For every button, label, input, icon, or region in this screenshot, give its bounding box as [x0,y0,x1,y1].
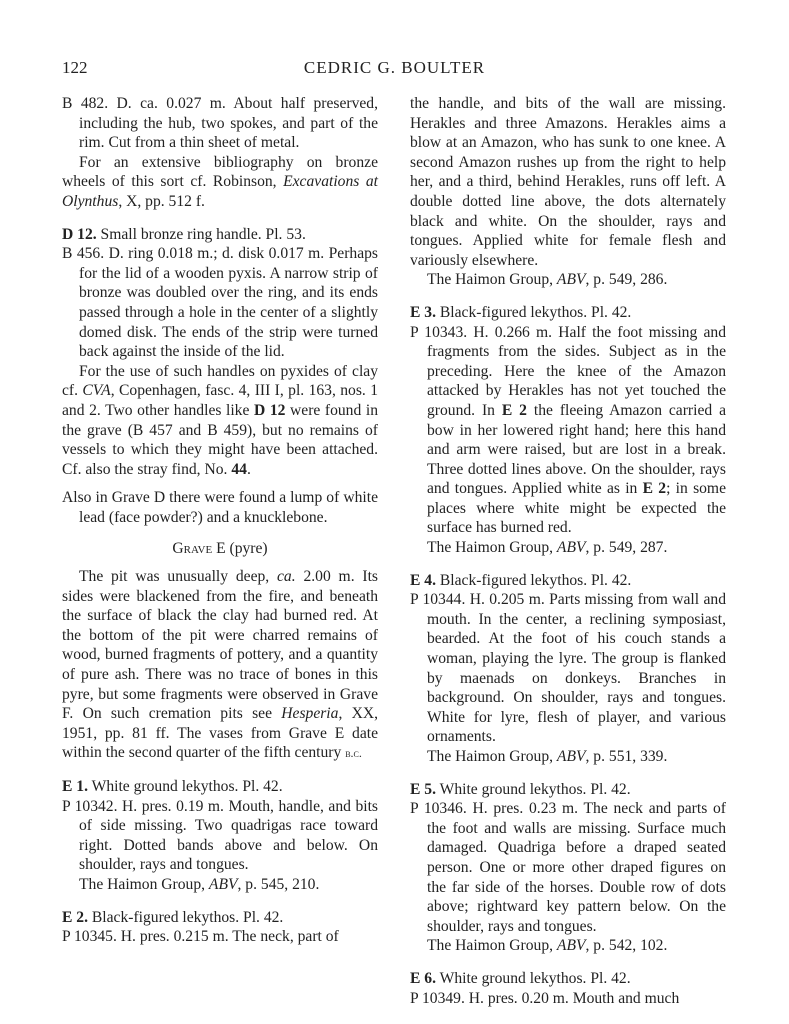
entry-id: E 6. [410,969,436,987]
right-column [410,94,726,1008]
entry-id: E 3. [410,303,436,321]
entry-id: D 12. [62,225,97,243]
entry-heading-e3: E 3. Black-figured lekythos. Pl. 42. [410,303,632,321]
grave-e-description: The pit was unusually deep, ca. 2.00 m. Its sides were blackened from the fire, and beneath the surface of black the clay had burned red. At the bottom of the pit were charred remains of wood, burned fragments of pottery, and a quantity of pure ash. There was no trace of bones in this pyre, but some fragments were observed in Grave F. On such cremation pits see Hesperia, XX, 1951, pp. 81 ff. The vases from Grave E date within the second quarter of the fifth century b.c. [62,568,379,762]
left-column [62,94,378,947]
entry-description-e5: P 10346. H. pres. 0.23 m. The neck and parts of the foot and walls are missing. Surface much damaged. Quadriga before a draped seated person. One or more other draped figures on the far side of the horses. Double row of dots above; rightward key pattern below. On the shoulder, rays and tongues. [410,800,726,935]
entry-heading-e2: E 2. Black-figured lekythos. Pl. 42. [62,908,284,926]
entry-note-d12: For the use of such handles on pyxides of clay cf. CVA, Copenhagen, fasc. 4, III I, pl. 163, nos. 1 and 2. Two other handles like D 12 were found in the grave (B 457 and B 459), but no remains of vessels to which they might have been attached. Cf. also the stray find, No. 44. [62,362,378,478]
entry-description-e2-continued: the handle, and bits of the wall are missing. Herakles and three Amazons. Herakles aims a blow at an Amazon, who has sunk to one knee. A second Amazon rushes up from the right to help her, and a third, behind Herakles, runs off left. A double dotted line above, the dots alternately black and white. On the shoulder, rays and tongues. Applied white for female flesh and variously elsewhere. [410,95,726,269]
section-heading-grave-e: Grave E (pyre) [172,540,268,558]
grave-d-note: Also in Grave D there were found a lump of white lead (face powder?) and a knucklebone. [62,489,378,526]
entry-heading-d12: D 12. Small bronze ring handle. Pl. 53. [62,225,306,243]
entry-id: E 1. [62,778,88,795]
entry-description-e1: P 10342. H. pres. 0.19 m. Mouth, handle, and bits of side missing. Two quadrigas race toward right. Dotted bands above and below. On shoulder, rays and tongues. [62,797,378,874]
d11-bibliography: For an extensive bibliography on bronze wheels of this sort cf. Robinson, Excavations at Olynthus, X, pp. 512 f. [62,153,378,210]
entry-heading-e6: E 6. White ground lekythos. Pl. 42. [410,969,631,987]
entry-description-e4: P 10344. H. 0.205 m. Parts missing from wall and mouth. In the center, a reclining symposiast, bearded. At the foot of his couch stands a woman, playing the lyre. The group is flanked by maenads on donkeys. Branches in background. On shoulder, rays and tongues. White for lyre, flesh of player, and various ornaments. [410,591,726,746]
entry-description-d12: B 456. D. ring 0.018 m.; d. disk 0.017 m. Perhaps for the lid of a wooden pyxis. A narrow strip of bronze was doubled over the ring, and its ends passed through a hole in the center of a slightly domed disk. The ends of the strip were turned back against the inside of the lid. [62,245,378,361]
entry-attribution-e3: The Haimon Group, ABV, p. 549, 287. [427,539,668,557]
entry-heading-e4: E 4. Black-figured lekythos. Pl. 42. [410,571,632,589]
entry-heading-e1: E 1. White ground lekythos. Pl. 42. [62,778,283,795]
entry-id: E 5. [410,780,436,798]
entry-attribution-e1: The Haimon Group, ABV, p. 545, 210. [79,875,320,893]
d11-continuation: B 482. D. ca. 0.027 m. About half preserved, including the hub, two spokes, and part of the rim. Cut from a thin sheet of metal. [62,95,378,152]
page-number: 122 [62,58,88,77]
running-head: CEDRIC G. BOULTER [303,58,486,77]
citation-title: Excavations at Olynthus [62,173,378,210]
entry-attribution-e4: The Haimon Group, ABV, p. 551, 339. [427,748,668,765]
entry-attribution-e5: The Haimon Group, ABV, p. 542, 102. [427,937,668,955]
entry-id: E 2. [62,908,88,926]
entry-id: E 4. [410,571,436,589]
entry-attribution-e2: The Haimon Group, ABV, p. 549, 286. [427,271,668,289]
entry-heading-e5: E 5. White ground lekythos. Pl. 42. [410,780,631,798]
entry-description-e6-start: P 10349. H. pres. 0.20 m. Mouth and much [410,989,680,1007]
entry-description-e2-start: P 10345. H. pres. 0.215 m. The neck, part of [62,928,339,946]
entry-description-e3: P 10343. H. 0.266 m. Half the foot missing and fragments from the sides. Subject as in the preceding. Here the knee of the Amazon attacked by Herakles has not yet touched the ground. In E 2 the fleeing Amazon carried a bow in her lowered right hand; here this hand and arm were raised, but are lost in a break. Three dotted lines above. On the shoulder, rays and tongues. Applied white as in E 2; in some places where white might be expected the surface has burned red. [410,323,726,537]
